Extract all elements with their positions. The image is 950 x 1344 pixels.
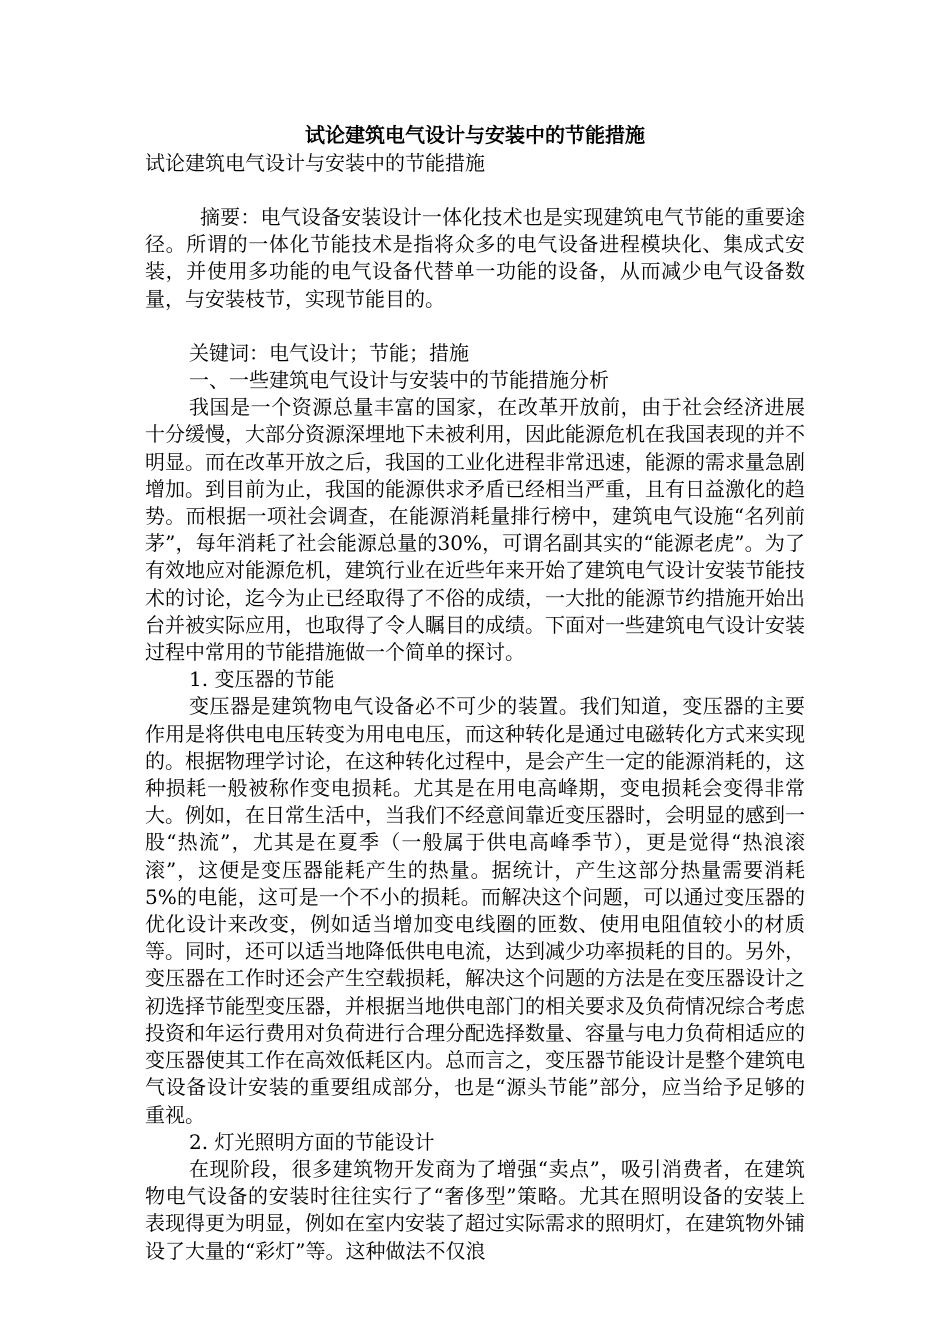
document-title: 试论建筑电气设计与安装中的节能措施 <box>305 123 645 147</box>
body-paragraph: 我国是一个资源总量丰富的国家，在改革开放前，由于社会经济进展十分缓慢，大部分资源深埋地下未被利用，因此能源危机在我国表现的并不明显。而在改革开放之后，我国的工业化进程非常迅速，能源的需求量急剧增加。到目前为止，我国的能源供求矛盾已经相当严重，且有日益激化的趋势。而根据一项社会调查，在能源消耗量排行榜中，建筑电气设施“名列前茅”，每年消耗了社会能源总量的30%，可谓名副其实的“能源老虎”。为了有效地应对能源危机，建筑行业在近些年来开始了建筑电气设计安装节能技术的讨论，迄今为止已经取得了不俗的成绩，一大批的能源节约措施开始出台并被实际应用，也取得了令人瞩目的成绩。下面对一些建筑电气设计安装过程中常用的节能措施做一个简单的探讨。 <box>145 395 805 665</box>
blank-line <box>145 313 805 340</box>
keywords-line: 关键词：电气设计；节能；措施 <box>189 340 469 365</box>
abstract-paragraph: 摘要：电气设备安装设计一体化技术也是实现建筑电气节能的重要途径。所谓的一体化节能技术是指将众多的电气设备进程模块化、集成式安装，并使用多功能的电气设备代替单一功能的设备，从而减少电气设备数量，与安装枝节，实现节能目的。 <box>145 205 805 311</box>
subsection-heading: 2. 灯光照明方面的节能设计 <box>189 1129 435 1154</box>
subsection-heading: 1. 变压器的节能 <box>189 667 335 692</box>
document-subtitle: 试论建筑电气设计与安装中的节能措施 <box>145 151 485 175</box>
body-paragraph: 在现阶段，很多建筑物开发商为了增强“卖点”，吸引消费者，在建筑物电气设备的安装时往往实行了“奢侈型”策略。尤其在照明设备的安装上表现得更为明显，例如在室内安装了超过实际需求的照明灯，在建筑物外铺设了大量的“彩灯”等。这种做法不仅浪 <box>145 1156 805 1263</box>
blank-line <box>145 177 805 204</box>
document-page <box>145 120 805 1265</box>
body-paragraph: 变压器是建筑物电气设备必不可少的装置。我们知道，变压器的主要作用是将供电电压转变为用电电压，而这种转化是通过电磁转化方式来实现的。根据物理学讨论，在这种转化过程中，是会产生一定的能源消耗的，这种损耗一般被称作变电损耗。尤其是在用电高峰期，变电损耗会变得非常大。例如，在日常生活中，当我们不经意间靠近变压器时，会明显的感到一股“热流”，尤其是在夏季（一般属于供电高峰季节），更是觉得“热浪滚滚”，这便是变压器能耗产生的热量。据统计，产生这部分热量需要消耗5%的电能，这可是一个不小的损耗。而解决这个问题，可以通过变压器的优化设计来改变，例如适当增加变电线圈的匝数、使用电阻值较小的材质等。同时，还可以适当地降低供电电流，达到减少功率损耗的目的。另外，变压器在工作时还会产生空载损耗，解决这个问题的方法是在变压器设计之初选择节能型变压器，并根据当地供电部门的相关要求及负荷情况综合考虑投资和年运行费用对负荷进行合理分配选择数量、容量与电力负荷相适应的变压器使其工作在高效低耗区内。总而言之，变压器节能设计是整个建筑电气设备设计安装的重要组成部分，也是“源头节能”部分，应当给予足够的重视。 <box>145 694 805 1127</box>
section-heading: 一、一些建筑电气设计与安装中的节能措施分析 <box>189 368 609 393</box>
